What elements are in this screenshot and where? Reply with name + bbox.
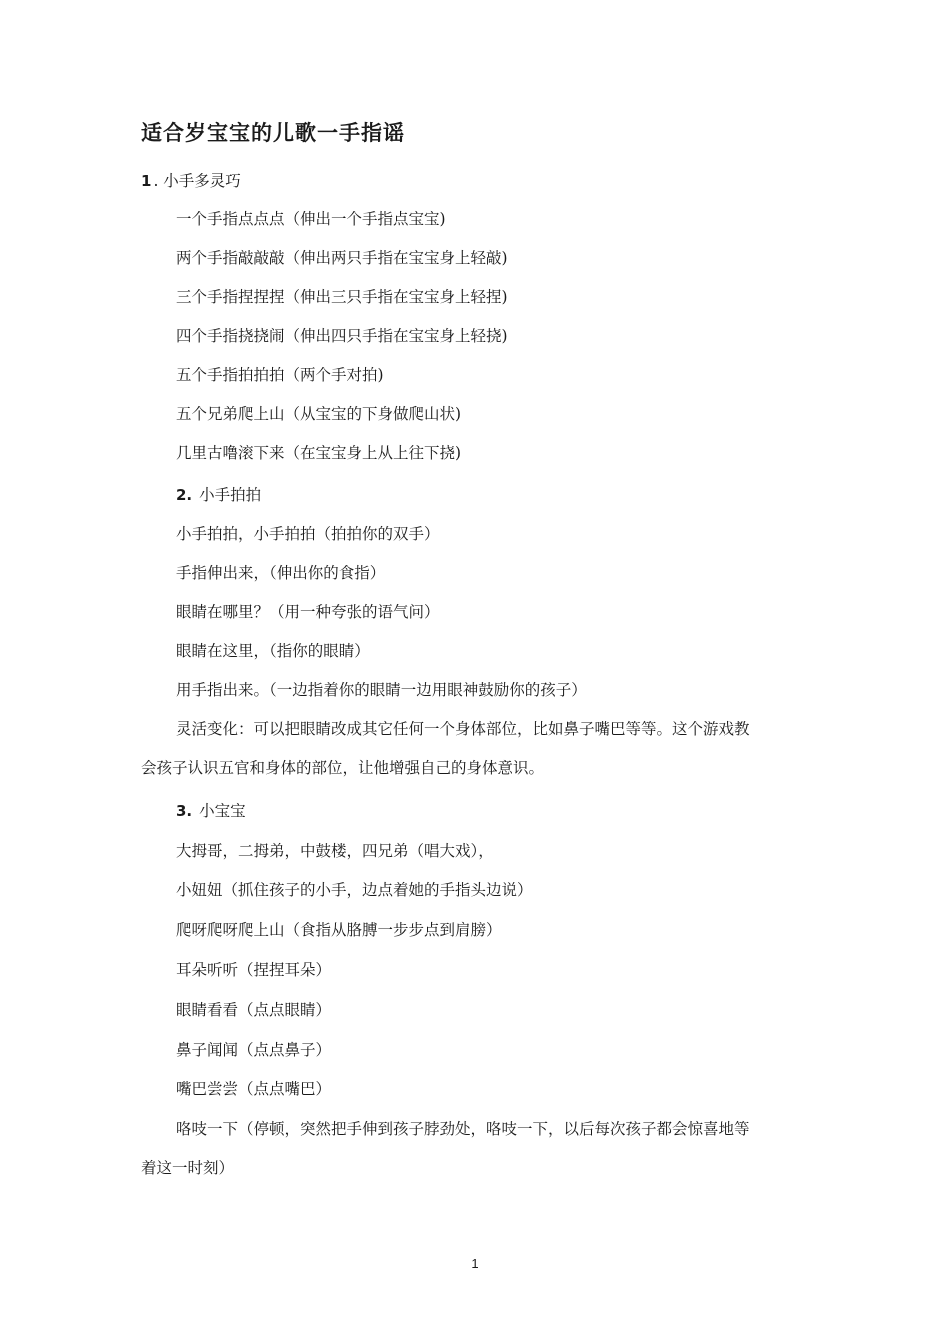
verse-line: 眼睛在哪里？（用一种夸张的语气问）	[176, 603, 440, 621]
verse-line: 爬呀爬呀爬上山（食指从胳膊一步步点到肩膀）	[176, 921, 502, 939]
section-3-heading	[176, 800, 246, 822]
page-title: 适合岁宝宝的儿歌一手指谣	[141, 121, 405, 145]
note-paragraph-line: 灵活变化：可以把眼睛改成其它任何一个身体部位，比如鼻子嘴巴等等。这个游戏教	[176, 720, 750, 738]
section-2-number: 2.	[176, 486, 193, 504]
verse-line: 鼻子闻闻（点点鼻子）	[176, 1041, 332, 1059]
note-paragraph-line: 会孩子认识五官和身体的部位，让他增强自己的身体意识。	[141, 759, 545, 777]
section-2-heading	[176, 484, 261, 506]
verse-line: 四个手指挠挠闹（伸出四只手指在宝宝身上轻挠)	[176, 327, 508, 345]
verse-line: 五个兄弟爬上山（从宝宝的下身做爬山状)	[176, 405, 462, 423]
verse-line: 眼睛看看（点点眼睛）	[176, 1001, 332, 1019]
verse-line: 三个手指捏捏捏（伸出三只手指在宝宝身上轻捏)	[176, 288, 508, 306]
section-3-title: 小宝宝	[199, 802, 246, 820]
verse-line: 几里古噜滚下来（在宝宝身上从上往下挠)	[176, 444, 462, 462]
verse-line: 一个手指点点点（伸出一个手指点宝宝)	[176, 210, 446, 228]
section-1-heading	[141, 170, 241, 192]
verse-line: 小手拍拍，小手拍拍（拍拍你的双手）	[176, 525, 440, 543]
verse-line: 小妞妞（抓住孩子的小手，边点着她的手指头边说）	[176, 881, 533, 899]
verse-line: 眼睛在这里，（指你的眼睛）	[176, 642, 370, 660]
section-1-number: 1	[141, 172, 152, 190]
verse-line: 五个手指拍拍拍（两个手对拍)	[176, 366, 384, 384]
section-3-number: 3.	[176, 802, 193, 820]
verse-line: 用手指出来。（一边指着你的眼睛一边用眼神鼓励你的孩子）	[176, 681, 587, 699]
verse-line: 大拇哥，二拇弟，中鼓楼，四兄弟（唱大戏），	[176, 842, 494, 860]
section-2-title: 小手拍拍	[199, 486, 262, 504]
page-number: 1	[471, 1256, 479, 1271]
verse-line: 着这一时刻）	[141, 1159, 235, 1177]
verse-line: 两个手指敲敲敲（伸出两只手指在宝宝身上轻敲)	[176, 249, 508, 267]
section-1-title: . 小手多灵巧	[153, 172, 241, 190]
verse-line: 咯吱一下（停顿，突然把手伸到孩子脖劲处，咯吱一下，以后每次孩子都会惊喜地等	[176, 1120, 750, 1138]
verse-line: 耳朵听听（捏捏耳朵）	[176, 961, 332, 979]
verse-line: 手指伸出来，（伸出你的食指）	[176, 564, 386, 582]
verse-line: 嘴巴尝尝（点点嘴巴）	[176, 1080, 332, 1098]
